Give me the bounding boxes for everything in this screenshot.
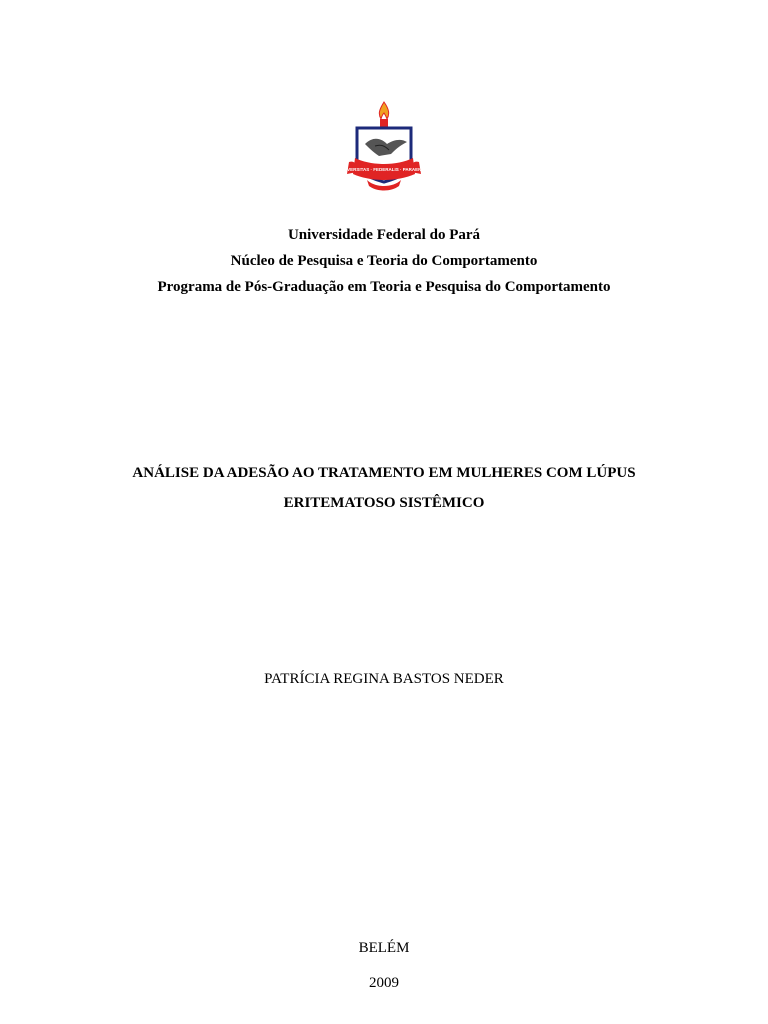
university-seal-icon xyxy=(335,100,433,196)
graduate-program-name: Programa de Pós-Graduação em Teoria e Pesquisa do Comportamento xyxy=(157,279,611,295)
thesis-title xyxy=(0,458,768,518)
svg-text:UNIVERSITAS · FEDERALIS · PARA: UNIVERSITAS · FEDERALIS · PARAENSIS xyxy=(339,167,429,172)
thesis-title-line-1: ANÁLISE DA ADESÃO AO TRATAMENTO EM MULHERES COM LÚPUS xyxy=(132,465,636,481)
publication-year: 2009 xyxy=(369,975,399,991)
university-name: Universidade Federal do Pará xyxy=(287,227,481,243)
research-center-name: Núcleo de Pesquisa e Teoria do Comportamento xyxy=(230,253,538,269)
institution-header xyxy=(0,222,768,300)
author-name: PATRÍCIA REGINA BASTOS NEDER xyxy=(264,671,504,687)
thesis-title-line-2: ERITEMATOSO SISTÊMICO xyxy=(283,495,485,511)
city-name: BELÉM xyxy=(358,940,410,956)
